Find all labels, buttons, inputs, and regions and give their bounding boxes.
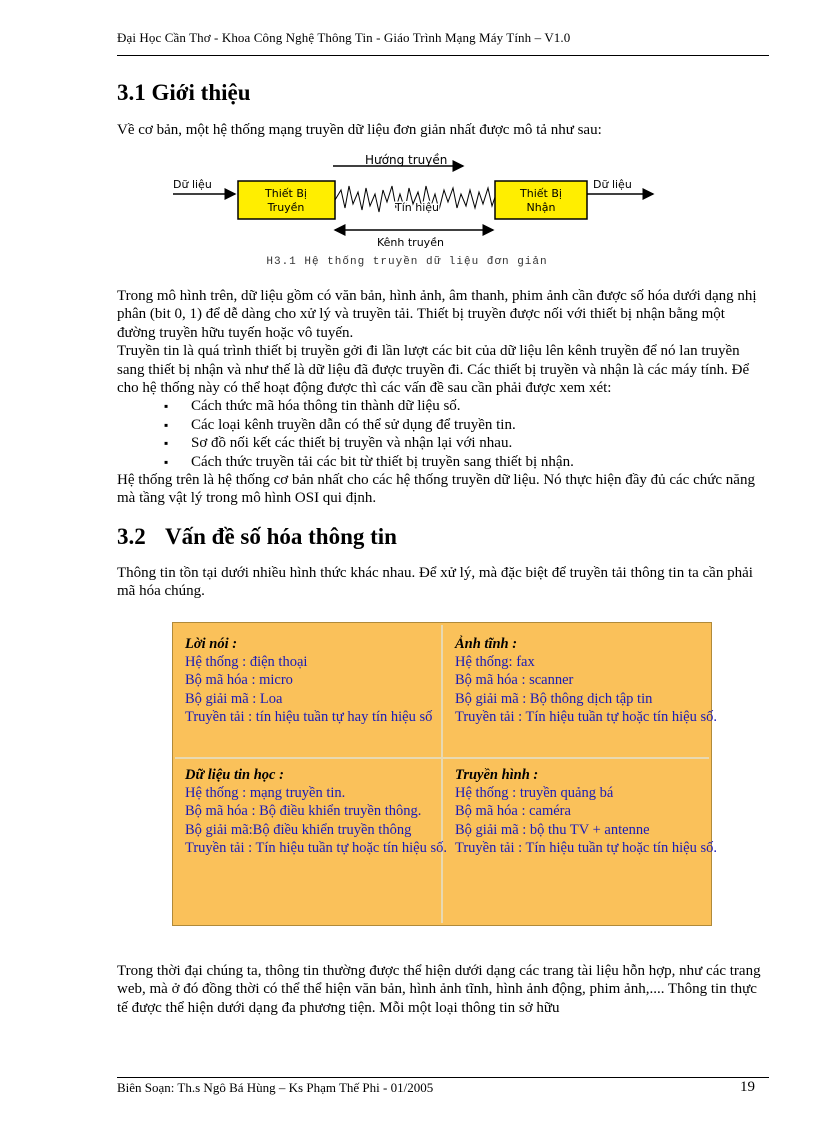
cell-line: Bộ giải mã:Bộ điều khiển truyền thông (185, 821, 412, 838)
section-heading-3-2 (117, 524, 397, 550)
cell-line: Bộ giải mã : bộ thu TV + antenne (455, 821, 650, 838)
section-3-1-body (117, 287, 767, 508)
page-footer: Biên Soạn: Th.s Ngô Bá Hùng – Ks Phạm Thế Phi - 01/2005 (117, 1080, 434, 1095)
cell-line: Truyền tải : Tín hiệu tuần tự hoặc tín hiệu số. (455, 708, 717, 725)
cell-line: Bộ mã hóa : Bộ điều khiển truyền thông. (185, 803, 422, 820)
paragraph: Trong mô hình trên, dữ liệu gồm có văn bản, hình ảnh, âm thanh, phim ảnh cần được số hóa dưới dạng nhị phân (bit 0, 1) để dễ dàng cho xử lý và truyền tải. Thiết bị truyền được nối với thiết bị nhận bằng một đường truyền hữu tuyến hoặc vô tuyến. (117, 288, 757, 341)
list-item: ▪ Cách thức truyền tải các bit từ thiết bị truyền sang thiết bị nhận. (117, 453, 767, 471)
figure-caption: H3.1 Hệ thống truyền dữ liệu đơn giản (266, 256, 548, 268)
page-number: 19 (740, 1079, 755, 1095)
cell-title: Ảnh tĩnh : (455, 636, 518, 652)
direction-label: Hướng truyền (365, 153, 448, 167)
cell-line: Bộ giải mã : Loa (185, 690, 283, 707)
list-item: ▪ Sơ đồ nối kết các thiết bị truyền và nhận lại với nhau. (117, 434, 767, 452)
transmission-diagram (163, 148, 663, 256)
footer-divider (117, 1077, 769, 1078)
transmitter-label-1: Thiết Bị (265, 187, 307, 200)
table-cell-still-image (455, 635, 717, 726)
cell-line: Hệ thống : truyền quảng bá (455, 785, 614, 802)
input-label: Dữ liệu (173, 178, 212, 191)
cell-line: Hệ thống : mạng truyền tin. (185, 785, 346, 802)
transmitter-label-2: Truyền (267, 201, 305, 214)
cell-line: Bộ mã hóa : caméra (455, 803, 571, 820)
table-cell-computer-data (185, 766, 447, 857)
issues-list (117, 397, 767, 471)
paragraph: Truyền tin là quá trình thiết bị truyền gởi đi lần lượt các bit của dữ liệu lên kênh truyền để nó lan truyền sang thiết bị nhận và như thế là dữ liệu đã được truyền đi. Các thiết bị truyền và nhận là các máy tính. Để cho hệ thống này có thể hoạt động được thì các vấn đề sau cần phải được xem xét: (117, 343, 750, 397)
signal-label: Tín hiệu (395, 201, 440, 214)
list-item: ▪ Cách thức mã hóa thông tin thành dữ liệu số. (117, 397, 767, 415)
section-heading-3-1 (117, 80, 251, 106)
cell-title: Dữ liệu tin học : (185, 767, 284, 783)
channel-label: Kênh truyền (377, 236, 444, 249)
cell-line: Hệ thống : điện thoại (185, 654, 308, 671)
page-header: Đại Học Cần Thơ - Khoa Công Nghệ Thông Tin - Giáo Trình Mạng Máy Tính – V1.0 (117, 30, 571, 45)
table-cell-speech (185, 635, 447, 726)
cell-title: Lời nói : (185, 636, 238, 652)
cell-line: Bộ giải mã : Bộ thông dịch tập tin (455, 690, 653, 707)
section-intro: Thông tin tồn tại dưới nhiều hình thức khác nhau. Để xử lý, mà đặc biệt để truyền tải thông tin ta cần phải mã hóa chúng. (117, 565, 753, 600)
receiver-label-2: Nhận (526, 201, 556, 214)
media-encoding-table (172, 622, 717, 926)
output-label: Dữ liệu (593, 178, 632, 191)
section-title: Giới thiệu (151, 80, 251, 105)
table-divider (175, 757, 709, 759)
section-title: Vấn đề số hóa thông tin (165, 524, 397, 549)
paragraph: Hệ thống trên là hệ thống cơ bản nhất cho các hệ thống truyền dữ liệu. Nó thực hiện đầy đủ các chức năng mà tầng vật lý trong mô hình OSI qui định. (117, 472, 755, 507)
section-number: 3.1 (117, 80, 146, 105)
cell-line: Truyền tải : tín hiệu tuần tự hay tín hiệu số (185, 708, 433, 725)
header-divider (117, 55, 769, 56)
cell-line: Truyền tải : Tín hiệu tuần tự hoặc tín hiệu số. (185, 839, 447, 856)
list-item: ▪ Các loại kênh truyền dẫn có thể sử dụng để truyền tin. (117, 416, 767, 434)
cell-line: Bộ mã hóa : micro (185, 672, 293, 689)
paragraph: Trong thời đại chúng ta, thông tin thường được thể hiện dưới dạng các trang tài liệu hỗn hợp, như các trang web, mà ở đó đồng thời có thể thể hiện văn bản, hình ảnh tĩnh, hình ảnh động, phim ảnh,.... Thông tin thực tế được thể hiện dưới dạng đa phương tiện. Mỗi một loại thông tin sở hữu (117, 963, 761, 1016)
section-number: 3.2 (117, 524, 146, 549)
table-cell-television (455, 766, 717, 857)
cell-line: Hệ thống: fax (455, 654, 535, 671)
cell-title: Truyền hình : (455, 767, 539, 783)
cell-line: Bộ mã hóa : scanner (455, 672, 574, 689)
section-intro: Về cơ bản, một hệ thống mạng truyền dữ liệu đơn giản nhất được mô tả như sau: (117, 122, 602, 138)
cell-line: Truyền tải : Tín hiệu tuần tự hoặc tín hiệu số. (455, 839, 717, 856)
receiver-label-1: Thiết Bị (520, 187, 562, 200)
